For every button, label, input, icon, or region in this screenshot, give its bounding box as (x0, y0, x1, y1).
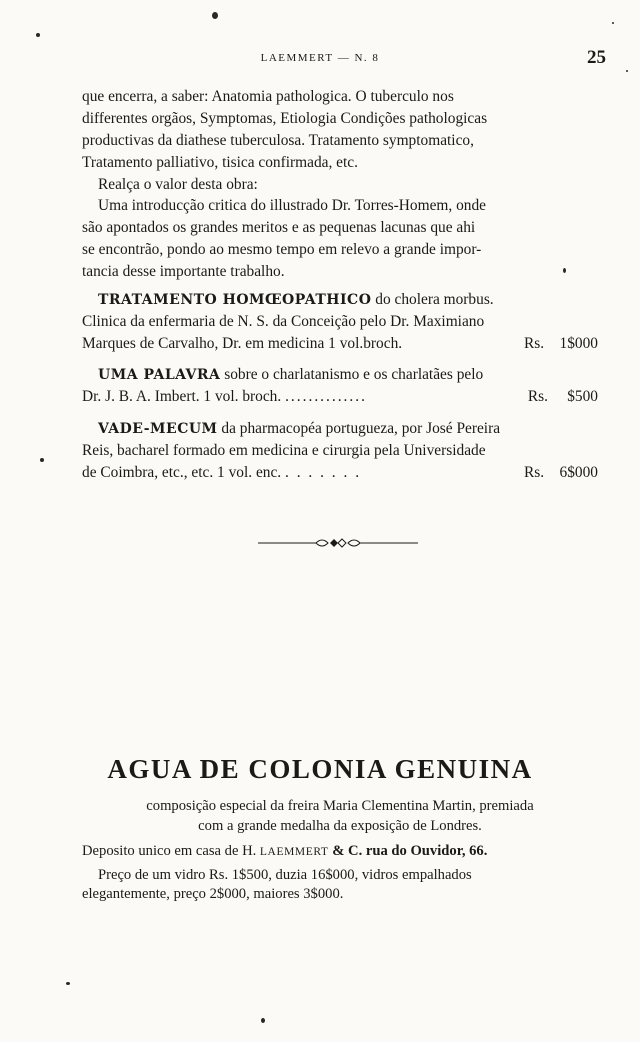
price-value: 1$000 (559, 334, 598, 352)
price-value: $500 (567, 387, 598, 405)
price-line: Marques de Carvalho, Dr. em medicina 1 vol.broch. Rs. 1$000 (82, 334, 598, 352)
print-speck (212, 12, 218, 19)
price-line: Dr. J. B. A. Imbert. 1 vol. broch. .............. Rs. $500 (82, 387, 598, 405)
text-line: Reis, bacharel formado em medicina e cirurgia pela Universidade (82, 441, 486, 459)
print-speck (66, 982, 70, 985)
text-line: se encontrão, pondo ao mesmo tempo em relevo a grande impor- (82, 241, 482, 259)
text-line: elegantemente, preço 2$000, maiores 3$000. (82, 886, 344, 902)
advertisement-title: AGUA DE COLONIA GENUINA (107, 754, 533, 784)
tuberculosis-paragraph (82, 86, 598, 283)
book-entry-vade-mecum (82, 418, 598, 484)
book-entry-tratamento (82, 289, 598, 355)
text-line: Clinica da enfermaria de N. S. da Conceição pelo Dr. Maximiano (82, 312, 485, 330)
print-speck (612, 22, 614, 24)
print-speck (563, 268, 566, 273)
text-line: são apontados os grandes meritos e as pequenas lacunas que ahi (82, 219, 476, 237)
text-line: tancia desse importante trabalho. (82, 263, 285, 281)
price-line: de Coimbra, etc., etc. 1 vol. enc. . . . . . . . Rs. 6$000 (82, 463, 598, 481)
deposit-line: Deposito unico em casa de H. LAEMMERT & C. rua do Ouvidor, 66. (82, 843, 488, 859)
print-speck (36, 33, 40, 37)
text-line: Realça o valor desta obra: (98, 175, 258, 193)
price-value: 6$000 (559, 463, 598, 481)
text-line: que encerra, a saber: Anatomia pathologica. O tuberculo nos (82, 88, 454, 105)
print-speck (626, 70, 628, 72)
text-line: com a grande medalha da exposição de Londres. (198, 817, 482, 834)
print-speck (261, 1018, 265, 1023)
advertisement-body (82, 797, 598, 905)
print-speck (40, 458, 44, 462)
text-line: Preço de um vidro Rs. 1$500, duzia 16$000, vidros empalhados (98, 866, 472, 883)
entry-title: UMA PALAVRA (98, 367, 221, 383)
text-line: Tratamento palliativo, tisica confirmada, etc. (82, 153, 358, 171)
text-line: differentes orgãos, Symptomas, Etiologia Condições pathologicas (82, 109, 488, 127)
text-line: productivas da diathese tuberculosa. Tratamento symptomatico, (82, 131, 474, 149)
text-line: composição especial da freira Maria Clementina Martin, premiada (146, 798, 534, 814)
text-line: Uma introducção critica do illustrado Dr. Torres-Homem, onde (98, 197, 486, 215)
page-number: 25 (587, 47, 606, 68)
text-line: VADE-MECUM da pharmacopéa portugueza, por José Pereira (98, 420, 501, 437)
entry-title: VADE-MECUM (98, 421, 218, 437)
text-line: TRATAMENTO HOMŒOPATHICO do cholera morbus. (98, 291, 494, 308)
ornament-divider (258, 535, 418, 551)
running-title: LAEMMERT — N. 8 (260, 52, 380, 64)
company-name: LAEMMERT (259, 846, 329, 858)
text-line: UMA PALAVRA sobre o charlatanismo e os charlatães pelo (98, 366, 484, 383)
book-entry-uma-palavra (82, 364, 598, 408)
entry-title: TRATAMENTO HOMŒOPATHICO (98, 292, 372, 308)
